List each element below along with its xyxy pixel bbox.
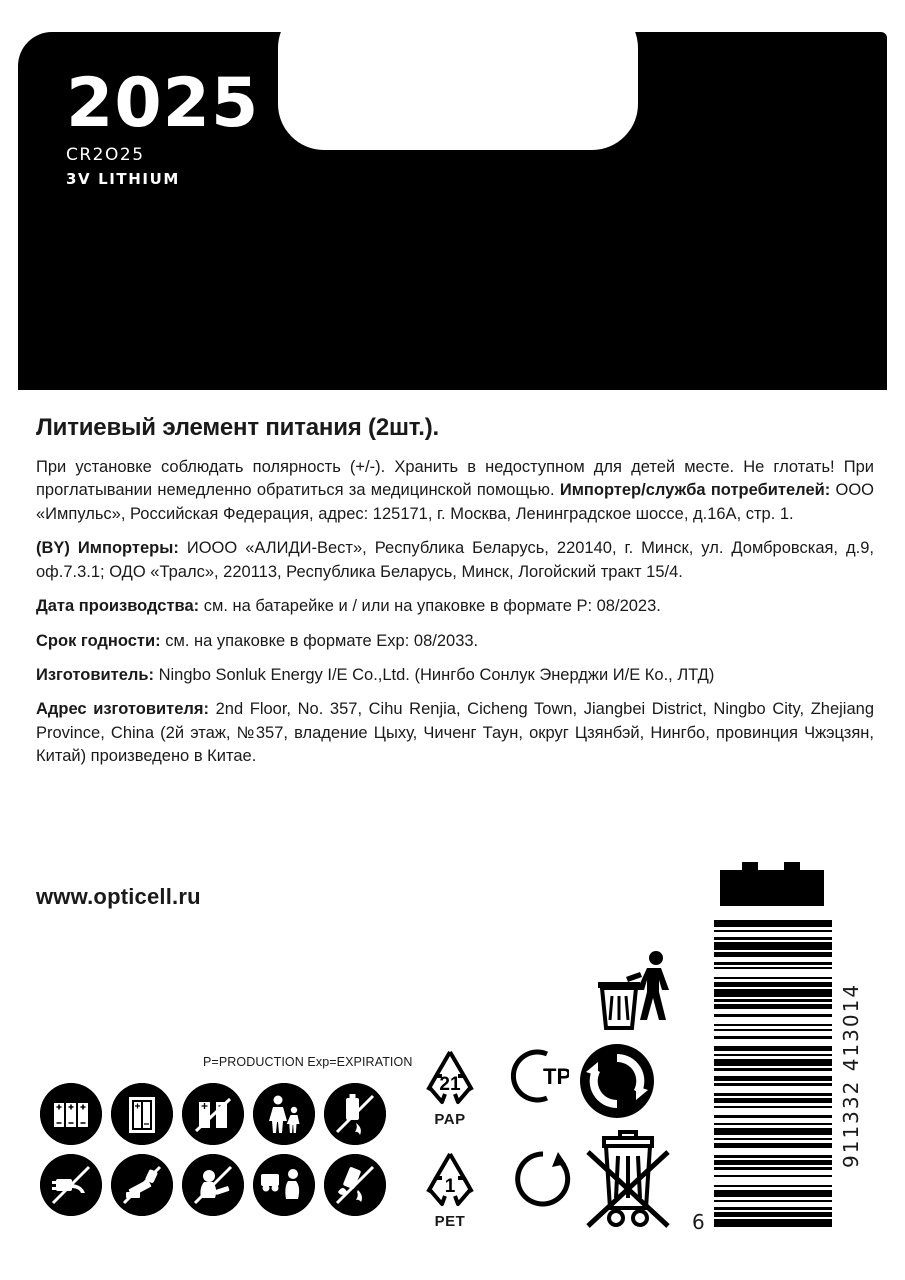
page-title: Литиевый элемент питания (2шт.). [36, 414, 439, 441]
seek-medical-help-icon [253, 1154, 315, 1216]
battery-no-mix-icon [182, 1083, 244, 1145]
pet-number: 1 [444, 1176, 456, 1197]
do-not-disassemble-icon [111, 1154, 173, 1216]
paragraph-text: ИООО «АЛИДИ-Вест», Республика Беларусь, 220140, г. Минск, ул. Домбровская, д.9, оф.7.3.1; ОДО «Тралс», 220113, Республика Беларусь, Минск, Логойский тракт 15/4. [36, 539, 875, 581]
barcode-bar [714, 989, 832, 996]
package-header-card [18, 32, 887, 390]
paragraph-text: При установке соблюдать полярность (+/-). Хранить в недоступном для детей месте. Не глотать! При проглатывании немедленно обратиться за медицинской помощью. [36, 458, 874, 500]
paragraph-production-date [36, 595, 874, 618]
pap-caption: PAP [434, 1111, 466, 1128]
do-not-short-circuit-icon [182, 1154, 244, 1216]
barcode-bar [714, 1059, 832, 1066]
paragraph-text: см. на батарейке и / или на упаковке в формате P: 08/2023. [199, 597, 661, 616]
do-not-recharge-icon [40, 1154, 102, 1216]
barcode-bar [714, 1017, 832, 1024]
crossed-out-wheelie-bin-icon [582, 1130, 674, 1237]
hang-hole-cutout [278, 32, 638, 150]
safety-icon-grid [40, 1083, 386, 1216]
barcode-digits: 911332 413014 [839, 982, 863, 1168]
paragraph-list [36, 456, 874, 769]
paragraph-label: Дата производства: [36, 597, 200, 616]
barcode-bar [714, 1039, 832, 1046]
barcode-bar [714, 1086, 832, 1093]
barcode-bar [714, 942, 832, 949]
do-not-immerse-icon [324, 1154, 386, 1216]
barcode-bar [714, 969, 832, 976]
barcode-bar [714, 1219, 832, 1226]
production-expiration-legend: P=PRODUCTION Exp=EXPIRATION [203, 1055, 413, 1069]
do-not-incinerate-icon [324, 1083, 386, 1145]
eac-conformity-mark [503, 1046, 569, 1111]
barcode-lead-digit: 6 [692, 1210, 705, 1234]
paragraph-label: Импортер/служба потребителей: [559, 481, 831, 500]
pap-number: 21 [439, 1074, 461, 1095]
barcode-bars [714, 920, 832, 1230]
pap-recycling-mark [414, 1046, 486, 1128]
package-body-text [36, 414, 874, 780]
barcode-bar [714, 1190, 832, 1197]
paragraph-label: (BY) Импортеры: [36, 539, 179, 558]
paragraph-manufacturer [36, 664, 874, 687]
battery-model-label: CR2O25 [66, 145, 145, 165]
battery-year-label: 2025 [66, 64, 260, 143]
website-link[interactable]: www.opticell.ru [36, 884, 201, 909]
tidyman-icon [592, 946, 684, 1043]
barcode-bar [714, 1227, 832, 1229]
green-dot-icon [578, 1042, 656, 1125]
paragraph-text: Ningbo Sonluk Energy I/E Co.,Ltd. (Нингбо Сонлук Энерджи И/Е Ко., ЛТД) [154, 665, 715, 684]
paragraph-label: Адрес изготовителя: [36, 700, 209, 719]
paragraph-text: см. на упаковке в формате Exp: 08/2033. [160, 631, 479, 650]
battery-in-device-icon [111, 1083, 173, 1145]
mobius-loop-icon [512, 1148, 574, 1215]
paragraph-shelf-life [36, 630, 874, 653]
paragraph-label: Изготовитель: [36, 665, 154, 684]
barcode-bar [714, 920, 832, 927]
paragraph-manufacturer-address [36, 698, 874, 768]
batteries-polarity-icon [40, 1083, 102, 1145]
battery-spec-label: 3V LITHIUM [66, 170, 180, 188]
barcode-bar [714, 1148, 832, 1155]
paragraph-importers-by [36, 537, 874, 584]
paragraph-label: Срок годности: [36, 631, 161, 650]
brand-block [66, 64, 260, 188]
paragraph-warning [36, 456, 874, 526]
paragraph-text: 2nd Floor, No. 357, Cihu Renjia, Cicheng Town, Jiangbei District, Ningbo City, Zhejiang Province, China (2й этаж, №357, владение Цыху, Чиченг Таун, округ Цзянбэй, Нингбо, провинция Чжэцзян, Китай) произведено в Китае. [36, 700, 874, 766]
paragraph-text: ООО «Импульс», Российская Федерация, адрес: 125171, г. Москва, Ленинградское шоссе, д.16А, стр. 1. [36, 481, 874, 523]
pet-caption: PET [434, 1213, 466, 1230]
barcode-bar [714, 1108, 832, 1115]
battery-cell-glyph [720, 860, 824, 911]
eac-letters: TP [543, 1064, 569, 1089]
keep-away-from-children-icon [253, 1083, 315, 1145]
barcode-bar [714, 1177, 832, 1184]
barcode-bar [714, 1128, 832, 1135]
barcode-block [692, 860, 868, 1236]
pet-recycling-mark [414, 1148, 486, 1230]
